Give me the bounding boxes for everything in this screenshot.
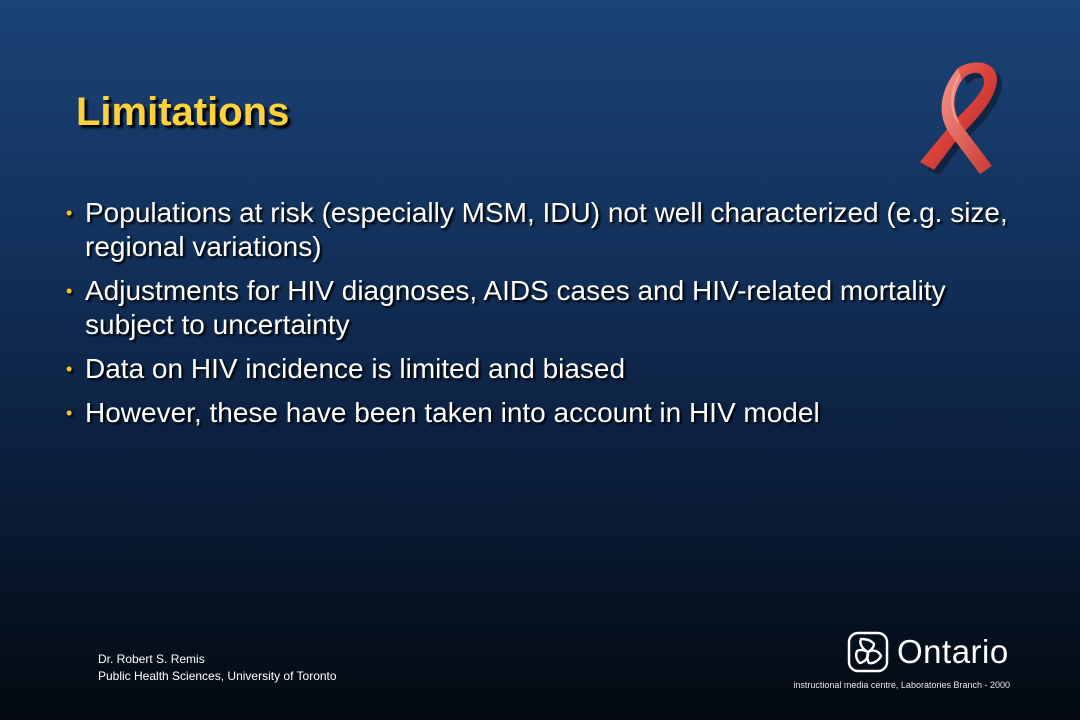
bullet-marker: • <box>66 359 73 379</box>
ontario-wordmark: Ontario <box>897 633 1009 670</box>
author-affiliation: Public Health Sciences, University of Toronto <box>98 669 337 683</box>
author-name: Dr. Robert S. Remis <box>98 652 205 666</box>
aids-ribbon-icon <box>900 52 1012 180</box>
bullet-item <box>64 196 1024 264</box>
bullet-item <box>64 352 1024 386</box>
author-block <box>98 651 337 685</box>
bullet-text: Data on HIV incidence is limited and biased <box>85 353 626 384</box>
bullet-text: Populations at risk (especially MSM, IDU) not well characterized (e.g. size, regional variations) <box>85 197 1008 262</box>
ontario-trillium-icon <box>847 631 889 673</box>
ontario-logo <box>847 630 1009 674</box>
bullet-marker: • <box>66 203 73 223</box>
slide-title: Limitations <box>76 90 290 134</box>
bullet-text: Adjustments for HIV diagnoses, AIDS cases and HIV-related mortality subject to uncertainty <box>85 275 946 340</box>
bullet-marker: • <box>66 281 73 301</box>
credit-line: instructional media centre, Laboratories Branch - 2000 <box>793 680 1010 690</box>
bullet-item <box>64 396 1024 430</box>
bullet-text: However, these have been taken into account in HIV model <box>85 397 820 428</box>
bullet-item <box>64 274 1024 342</box>
bullet-marker: • <box>66 403 73 423</box>
bullet-list <box>64 196 1024 440</box>
